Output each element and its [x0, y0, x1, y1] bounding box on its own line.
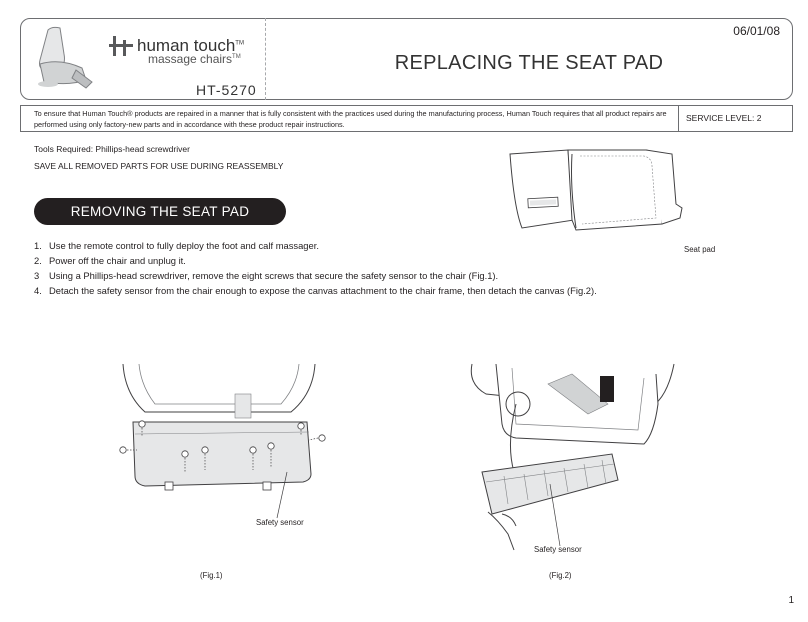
figure-2-illustration: [468, 364, 678, 554]
brand-name: human touch™: [137, 36, 244, 55]
brand-tagline: massage chairs™: [148, 52, 241, 66]
step-item: 1. Use the remote control to fully deploy the foot and calf massager.: [34, 240, 319, 251]
brand-mark-icon: [109, 34, 137, 58]
model-number: HT-5270: [196, 82, 257, 98]
chair-logo-icon: [30, 24, 100, 92]
fig2-caption: (Fig.2): [549, 571, 572, 580]
steps-list: [34, 238, 597, 298]
service-level: SERVICE LEVEL: 2: [686, 113, 762, 123]
save-notice: SAVE ALL REMOVED PARTS FOR USE DURING REASSEMBLY: [34, 161, 284, 171]
notice-text: To ensure that Human Touch® products are repaired in a manner that is fully consistent with the practices used during the manufacturing process, Human Touch requires that all product repairs are performed using only factory-new parts and in accordance with these product repair instructions.: [34, 109, 667, 129]
step-item: 2. Power off the chair and unplug it.: [34, 255, 186, 266]
page-title: REPLACING THE SEAT PAD: [394, 52, 664, 74]
seat-pad-illustration: [496, 148, 692, 240]
fig2-safety-sensor-label: Safety sensor: [534, 545, 582, 554]
seat-pad-label: Seat pad: [684, 245, 716, 254]
figure-1-illustration: [115, 364, 330, 499]
section-banner: REMOVING THE SEAT PAD: [34, 198, 286, 225]
document-date: 06/01/08: [733, 24, 780, 38]
step-item: 3 Using a Phillips-head screwdriver, remove the eight screws that secure the safety sensor to the chair (Fig.1).: [34, 270, 499, 281]
fig1-safety-sensor-label: Safety sensor: [256, 518, 304, 527]
tools-required: Tools Required: Phillips-head screwdriver: [34, 144, 190, 154]
fig1-caption: (Fig.1): [200, 571, 223, 580]
page-number: 1: [788, 595, 794, 606]
notice-divider: [678, 105, 679, 132]
step-item: 4. Detach the safety sensor from the chair enough to expose the canvas attachment to the chair frame, then detach the canvas (Fig.2).: [34, 285, 597, 296]
